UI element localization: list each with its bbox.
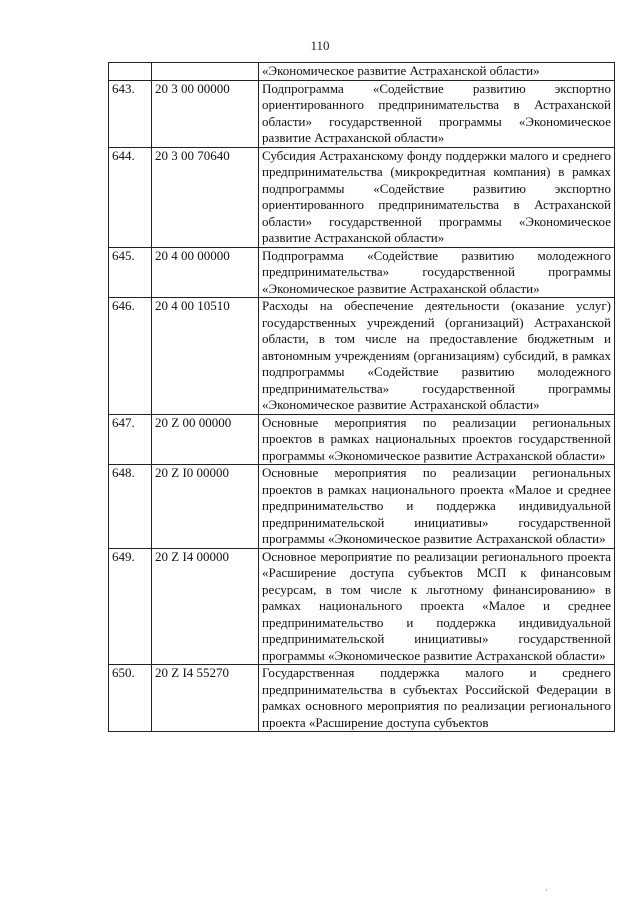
table-row [109,465,615,549]
row-number: 647. [109,414,152,465]
row-code [152,63,259,81]
scan-mark: ˌ [545,880,549,891]
row-description: Государственная поддержка малого и среднего предпринимательства в субъектах Российской Федерации в рамках основного мероприятия по реализации регионального проекта «Расширение доступа субъектов [259,665,615,732]
table-row [109,548,615,665]
row-number: 649. [109,548,152,665]
page-number: 110 [310,38,330,53]
table-row [109,414,615,465]
row-number: 643. [109,80,152,147]
row-code: 20 4 00 00000 [152,247,259,298]
row-number [109,63,152,81]
row-code: 20 Z I4 55270 [152,665,259,732]
row-number: 645. [109,247,152,298]
row-description: Субсидия Астраханскому фонду поддержки малого и среднего предпринимательства (микрокредитная компания) в рамках подпрограммы «Содействие развитию экспортно ориентированного предпринимательства в Астраханской области» государственной программы «Экономическое развитие Астраханской области» [259,147,615,247]
row-description: «Экономическое развитие Астраханской области» [259,63,615,81]
row-number: 644. [109,147,152,247]
row-code: 20 Z 00 00000 [152,414,259,465]
row-description: Основные мероприятия по реализации региональных проектов в рамках национального проекта «Малое и среднее предпринимательство и поддержка индивидуальной предпринимательской инициативы» государственной программы «Экономическое развитие Астраханской области» [259,465,615,549]
budget-classification-table [108,62,615,732]
table-row [109,298,615,415]
row-description: Основные мероприятия по реализации региональных проектов в рамках национальных проектов государственной программы «Экономическое развитие Астраханской области» [259,414,615,465]
row-number: 650. [109,665,152,732]
table-row [109,247,615,298]
row-code: 20 3 00 70640 [152,147,259,247]
row-code: 20 Z I4 00000 [152,548,259,665]
row-code: 20 4 00 10510 [152,298,259,415]
row-description: Подпрограмма «Содействие развитию молодежного предпринимательства» государственной программы «Экономическое развитие Астраханской области» [259,247,615,298]
row-number: 648. [109,465,152,549]
table-row [109,80,615,147]
row-code: 20 Z I0 00000 [152,465,259,549]
row-description: Основное мероприятие по реализации регионального проекта «Расширение доступа субъектов МСП к финансовым ресурсам, в том числе к льготному финансированию» в рамках национального проекта «Малое и среднее предпринимательство и поддержка индивидуальной предпринимательской инициативы» государственной программы «Экономическое развитие Астраханской области» [259,548,615,665]
row-description: Расходы на обеспечение деятельности (оказание услуг) государственных учреждений (организаций) Астраханской области, в том числе на предоставление бюджетным и автономным учреждениям (организациям) субсидий, в рамках подпрограммы «Содействие развитию молодежного предпринимательства» государственной программы «Экономическое развитие Астраханской области» [259,298,615,415]
row-code: 20 3 00 00000 [152,80,259,147]
row-description: Подпрограмма «Содействие развитию экспортно ориентированного предпринимательства в Астраханской области» государственной программы «Экономическое развитие Астраханской области» [259,80,615,147]
row-number: 646. [109,298,152,415]
table-row [109,63,615,81]
table-row [109,665,615,732]
table-row [109,147,615,247]
